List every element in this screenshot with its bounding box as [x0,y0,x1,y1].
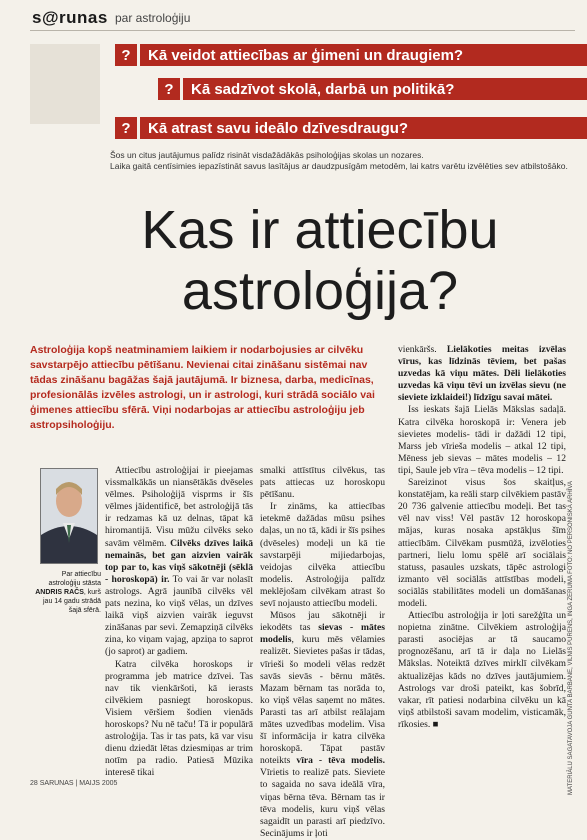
question-3 [115,117,587,139]
faded-portrait-box [30,44,100,124]
question-text: Kā atrast savu ideālo dzīvesdraugu? [140,117,587,139]
paragraph: Katra cilvēka horoskops ir programma jeb matrice dzīvei. Tas nav tik vienkāršoti, kā ierasts cilvēkiem pasniegt horoskopus. Visiem vēršiem šodien vienāds horoskops? Nu nē taču! Tā ir populārā astroloģija. Tas ir tas pats, kā var visu dienu dziedāt lētas dziesmiņas ar trim notīm pa radio. Patiesā Mūzika interesē tikai [105,658,253,779]
article-column-2 [260,465,385,840]
headline-line-1: Kas ir attiecību [141,200,499,260]
paragraph: Iss ieskats šajā Lielās Mākslas sadaļā. Katra cilvēka horoskopā ir: Venera jeb sievietes modelis- tādi ir dažādi 12 tipi, Marss jeb vīrieša modelis – atkal 12 tipi, Mēness jeb sievas – mātes modelis – 12 tipi, Saule jeb vīra – tēva modelis – 12 tipi. [398,404,566,476]
text-run: To vai ār var nolasīt astrologs. Agrā jaunībā cilvēks vēl pats nezina, ko viņš vēlas, un dzīves laikā viņš aizvien vairāk ieguvst zināšanas par sevi. Zemapziņā cilvēks zina, ko viņam vajag, apziņa to saprot (jo saprot) ar gadiem. [105,573,254,658]
question-mark-box: ? [115,117,137,139]
question-text: Kā sadzīvot skolā, darbā un politikā? [183,78,587,100]
headline-line-2: astroloģija? [181,261,459,321]
lead-paragraph: Astroloģija kopš neatminamiem laikiem ir nodarbojusies ar cilvēku savstarpējo attiecību pētīšanu. Nevienai citai zināšanu sistēmai nav tādas zināšanu bagāžas šajā jautājumā. Ir biznesa, darba, medicīnas, profesionālās izvēles astrologi, un ir astrologi, kuri strādā sociālo vai ģimenes attiecību sfērā. Viņi nodarbojas ar attiecību astroloģiju jeb astropsiholoģiju. [30,344,375,431]
text-run: Attiecību astroloģija ir ļoti sarežģīta un nopietna zinātne. Cilvēkiem astroloģija parasti asociējas ar tā saucamo prognozēšanu, arī tā ir daļa no Lielās Mākslas. Noteiktā dzīves mirklī cilvēkam aktualizējas kāds no dzīves jautājumiem. Astrologs var droši pateikt, kas šobrīd, vakar, rīt patiesi nodarbina cilvēku un kā viņš atbilstoši savam modelim, visticamāk, rīkosies. [398,610,566,730]
author-portrait-icon [41,469,97,563]
headline [100,200,540,322]
bold-run: vīra - tēva modelis. [296,755,385,767]
text-run: Vīrietis to realizē pats. Sieviete to sagaida no sava ideālā vīra, viņas bērna tēva. Bērnam tas ir tēva modelis, kuru viņš vēlas sagaidīt un parasti arī piedzīvo. Secinājums ir ļoti [260,767,385,839]
section-label: par astroloģiju [115,11,191,25]
header-rule [30,30,575,31]
question-text: Kā veidot attiecības ar ģimeni un draugiem? [140,44,587,66]
bold-run: Lielākoties meitas izvēlas vīrus, kas līdzinās tēviem, bet pašas uzvedas kā viņu mātes. Dēli lielākoties uzvedas kā viņu tēvi un izvēlas sievu (ne sieviete izklaidei!) līdzīgu savai mātei. [398,344,566,404]
caption-pre: Par attiecību astroloģiju stāsta [48,571,101,587]
question-mark-box: ? [115,44,137,66]
credit-text: MATERIĀLU SAGATAVOJA GUNTA BARBANE, VILNIS PURENS, INGA ZERUMA FOTO: NO PERSONISKĀ ARHĪVA [568,481,574,795]
photo-caption [35,570,101,615]
question-mark-box: ? [158,78,180,100]
intro-text [110,150,580,172]
bold-run: Cilvēks dzīves laikā nemainās, bet gan aizvien vairāk top par to, kas viņš sākotnēji (sēklā - horoskopā) ir. [105,537,253,585]
side-credit [568,481,578,800]
bold-run: sievas - mātes modelis [260,622,385,646]
question-1 [115,44,587,66]
text-run: Mūsos jau sākotnēji ir iekodēts tas [260,610,385,634]
text-run: , kuru mēs vēlamies realizēt. Sievietes pašas ir tādas, vīrieši šo modeli vēlas redzēt savās sievās - bērnu mātēs. Mazam bērnam tas norāda to, ko viņš vēlas saņemt no mātes. Parasti tas arī atbilst reālajam mātes uzvedības modelim. Visa šī informācija ir katra cilvēka horoskopā. Tāpat pastāv noteikts [260,634,385,767]
paragraph: Sareizinot visus šos skaitļus, konstatējam, ka reāli starp cilvēkiem pastāv 20 736 galvenie attiecību modeļi. Bet tas vēl nav viss! Vēl pastāv 12 horoskopa mājas, kuras nosaka apstākļus šīm attiecībām. Cilvēkam pusmūžā, izvēloties partneri, lielu lomu spēlē arī sociālais statuss, pasaules uzskats, tāpēc astrologi izmanto vēl sociālās attīstības modeli, sociālās stabilitātes modeli un domāšanas modeli. [398,477,566,609]
text-run: Attiecību astroloģijai ir pieejamas vissmalkākās un niansētākās dvēseles vēlmes. Psiholoģijā visprms ir šīs vēlmes jāidentificē, bet astroloģijā tās ir redzamas kā uz delnas, tāpat kā hiromantijā. Visu mūžu cilvēks seko savām vēlmēm. [105,465,253,549]
paragraph [105,465,253,659]
question-2 [158,78,587,100]
page-footer: 28 SARUNAS | MAIJS 2005 [30,780,118,787]
intro-line: Laika gaitā centīsimies iepazīstināt savus lasītājus ar daudzpusīgām metodēm, lai katrs varētu izvēlēties sev atbilstošāko. [110,161,568,171]
caption-name: ANDRIS RAČS [35,589,84,596]
author-photo [40,468,98,564]
paragraph: Ir zināms, ka attiecības ietekmē dažādas mūsu psihes daļas, un no tā, kādi ir šīs psihes (dvēseles) modeļi un kā tie savstarpēji mijiedarbojas, veidojas cilvēka attiecību modelis. Astroloģija palīdz meklējošam cilvēkam atrast šo sevī nojausto attiecību modeli. [260,501,385,610]
paragraph: smalki attīstītus cilvēkus, tas pats attiecas uz horoskopu pētīšanu. [260,465,385,501]
magazine-logo: s@runas [32,8,108,27]
text-run: vienkāršs. [398,344,447,355]
intro-line: Šos un citus jautājumus palīdz risināt visdažādākās psiholoģijas skolas un nozares. [110,150,424,160]
article-column-1 [105,465,253,779]
paragraph [398,610,566,731]
paragraph [260,610,385,840]
caption-post: , kurš jau 14 gadu strādā šajā sfērā. [43,589,101,614]
paragraph [398,344,566,404]
end-mark: ■ [432,718,439,730]
article-column-3 [398,344,566,731]
